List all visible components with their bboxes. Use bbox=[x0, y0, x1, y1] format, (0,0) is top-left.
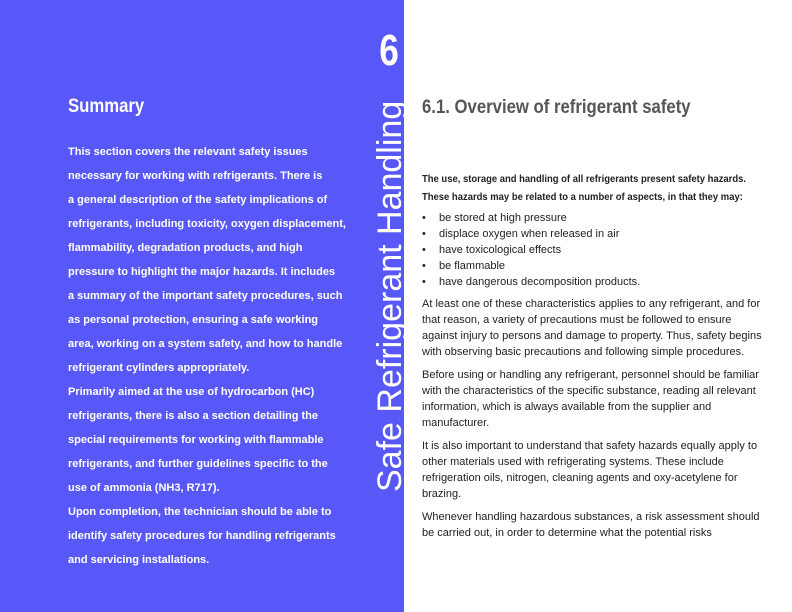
summary-line: a general description of the safety implications of bbox=[68, 194, 328, 206]
summary-line: and servicing installations. bbox=[68, 554, 210, 566]
paragraph: Before using or handling any refrigerant, personnel should be familiar with the characteristics of the specific substance, reading all relevant information, which is always available from the supplier and manufacturer. bbox=[422, 369, 759, 429]
section-body bbox=[422, 170, 767, 548]
summary-line: pressure to highlight the major hazards. It includes bbox=[68, 266, 336, 278]
summary-line: special requirements for working with flammable bbox=[68, 434, 324, 446]
summary-line: identify safety procedures for handling refrigerants bbox=[68, 530, 336, 542]
bullet-icon: • bbox=[422, 228, 426, 240]
list-item-text: displace oxygen when released in air bbox=[439, 228, 620, 240]
list-item bbox=[422, 210, 767, 226]
paragraph: Whenever handling hazardous substances, a risk assessment should be carried out, in order to determine what the potential risks bbox=[422, 511, 760, 539]
summary-line: refrigerants, there is also a section detailing the bbox=[68, 410, 319, 422]
paragraph: It is also important to understand that safety hazards equally apply to other materials used with refrigerating systems. These include refrigeration oils, nitrogen, cleaning agents and oxy-acetylene for brazing. bbox=[422, 440, 758, 500]
summary-line: Upon completion, the technician should be able to bbox=[68, 506, 332, 518]
summary-line: necessary for working with refrigerants. There is bbox=[68, 170, 323, 182]
paragraph: At least one of these characteristics applies to any refrigerant, and for that reason, a variety of precautions must be followed to ensure against injury to persons and damage to property. Thus, safety begins with observing basic precautions and following simple procedures. bbox=[422, 298, 762, 358]
chapter-number: 6 bbox=[379, 26, 399, 75]
bullet-icon: • bbox=[422, 244, 426, 256]
paragraphs bbox=[422, 296, 767, 541]
list-item bbox=[422, 274, 767, 290]
summary-title: Summary bbox=[68, 96, 145, 117]
summary-line: area, working on a system safety, and how to handle bbox=[68, 338, 343, 350]
list-item-text: have dangerous decomposition products. bbox=[439, 276, 641, 288]
summary-line: refrigerant cylinders appropriately. bbox=[68, 362, 250, 374]
summary-body bbox=[68, 140, 368, 572]
bullet-icon: • bbox=[422, 212, 426, 224]
intro-line: These hazards may be related to a number of aspects, in that they may: bbox=[422, 191, 743, 203]
list-item-text: be flammable bbox=[439, 260, 506, 272]
list-item bbox=[422, 226, 767, 242]
bullet-icon: • bbox=[422, 276, 426, 288]
list-item bbox=[422, 242, 767, 258]
summary-line: refrigerants, including toxicity, oxygen displacement, bbox=[68, 218, 346, 230]
chapter-title-vertical: Safe Refrigerant Handling bbox=[371, 100, 409, 492]
intro-line: The use, storage and handling of all refrigerants present safety hazards. bbox=[422, 173, 747, 185]
section-intro bbox=[422, 170, 773, 206]
list-item-text: be stored at high pressure bbox=[439, 212, 567, 224]
list-item-text: have toxicological effects bbox=[439, 244, 562, 256]
summary-line: refrigerants, and further guidelines specific to the bbox=[68, 458, 328, 470]
hazard-list bbox=[422, 210, 767, 290]
summary-line: This section covers the relevant safety issues bbox=[68, 146, 308, 158]
summary-line: flammability, degradation products, and high bbox=[68, 242, 303, 254]
summary-line: as personal protection, ensuring a safe working bbox=[68, 314, 319, 326]
summary-line: use of ammonia (NH3, R717). bbox=[68, 482, 220, 494]
summary-line: a summary of the important safety procedures, such bbox=[68, 290, 343, 302]
summary-line: Primarily aimed at the use of hydrocarbon (HC) bbox=[68, 386, 315, 398]
section-title: 6.1. Overview of refrigerant safety bbox=[422, 97, 691, 118]
list-item bbox=[422, 258, 767, 274]
bullet-icon: • bbox=[422, 260, 426, 272]
